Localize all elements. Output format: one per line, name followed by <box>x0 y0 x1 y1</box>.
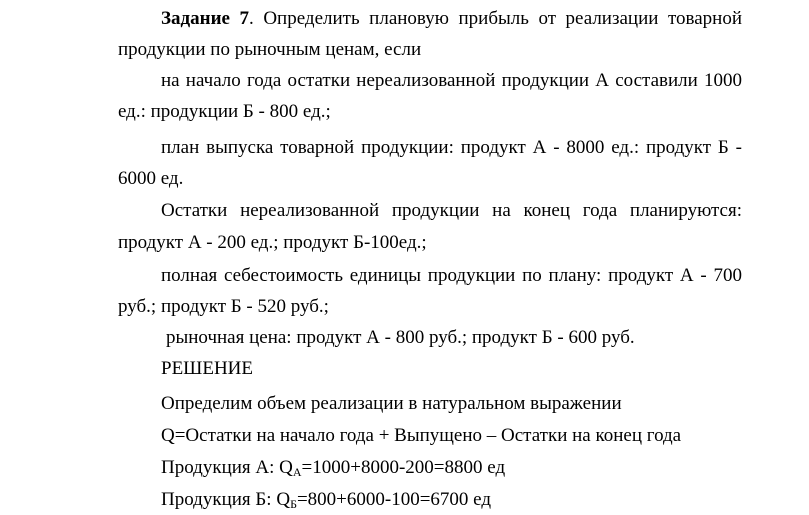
task-intro-text: . Определить плановую прибыль от реализации товарной <box>249 8 742 29</box>
task-intro-line-2: продукции по рыночным ценам, если <box>118 39 422 60</box>
product-a-subscript: А <box>292 465 302 479</box>
condition-2-line-1: план выпуска товарной продукции: продукт А - 8000 ед.: продукт Б - <box>161 137 742 158</box>
product-a-value: =1000+8000-200=8800 ед <box>301 457 506 478</box>
solution-product-a <box>161 457 505 479</box>
condition-5: рыночная цена: продукт А - 800 руб.; продукт Б - 600 руб. <box>166 327 635 348</box>
solution-step-1: Определим объем реализации в натуральном выражении <box>161 393 622 414</box>
solution-formula: Q=Остатки на начало года + Выпущено – Остатки на конец года <box>161 425 682 446</box>
condition-2-line-2: 6000 ед. <box>118 168 184 189</box>
product-a-prefix: Продукция А: Q <box>161 457 293 478</box>
condition-1-line-1: на начало года остатки нереализованной продукции А составили 1000 <box>161 70 742 91</box>
product-b-subscript: Б <box>290 497 297 511</box>
product-b-prefix: Продукция Б: Q <box>161 489 291 510</box>
solution-heading: РЕШЕНИЕ <box>161 358 253 379</box>
condition-4-line-2: руб.; продукт Б - 520 руб.; <box>118 296 329 317</box>
condition-3-line-2: продукт А - 200 ед.; продукт Б-100ед.; <box>118 232 427 253</box>
product-b-value: =800+6000-100=6700 ед <box>296 489 492 510</box>
task-title: Задание 7 <box>161 8 250 29</box>
condition-3-line-1: Остатки нереализованной продукции на конец года планируются: <box>161 200 742 221</box>
solution-product-b <box>161 489 491 511</box>
task-intro-line-1 <box>161 8 742 30</box>
condition-1-line-2: ед.: продукции Б - 800 ед.; <box>118 101 331 122</box>
condition-4-line-1: полная себестоимость единицы продукции по плану: продукт А - 700 <box>161 265 742 286</box>
